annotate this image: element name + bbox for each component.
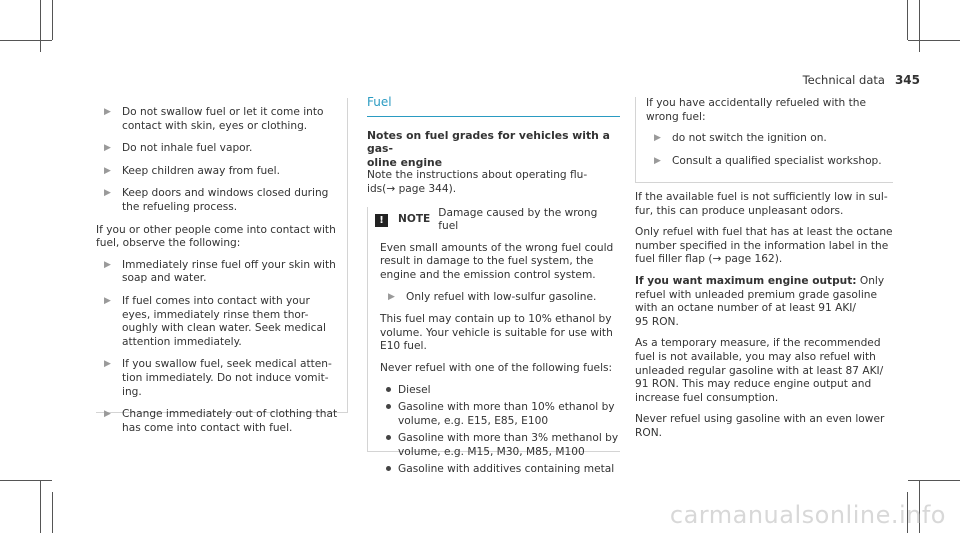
paragraph: Note the instructions about operating flu- ids(→ page 344).	[367, 169, 588, 195]
emphasis-text: If you want maximum engine output:	[635, 274, 857, 287]
play-arrow-icon: ▶	[104, 409, 111, 420]
crop-mark	[907, 0, 908, 40]
paragraph: Never refuel using gasoline with an even lower RON.	[635, 413, 885, 439]
page-number: 345	[894, 73, 920, 87]
paragraph: If you have accidentally refueled with the wrong fuel:	[646, 97, 867, 123]
paragraph: Never refuel with one of the following fuels:	[380, 361, 613, 374]
list-item: Gasoline with more than 3% methanol by volume, e.g. M15, M30, M85, M100	[380, 432, 620, 459]
section-header-title: Technical data	[802, 73, 885, 87]
crop-mark	[919, 0, 920, 52]
list-item: ▶ Immediately rinse fuel off your skin with soap and water.	[96, 259, 347, 286]
bullet-dot-icon	[380, 432, 398, 459]
fuel-section-column	[367, 95, 620, 476]
list-item: ▶ If fuel comes into contact with your eyes, immediately rinse them thor- oughly with clean water. Seek medical attention immediately.	[96, 295, 347, 349]
crop-mark	[0, 40, 52, 41]
play-arrow-icon: ▶	[104, 107, 111, 117]
crop-mark	[52, 492, 53, 533]
paragraph-text: Only refuel with unleaded premium grade gasoline with an octane number of at least 91 AKI/ 95 RON.	[635, 274, 885, 328]
page-header	[803, 73, 920, 87]
section-title: Fuel	[367, 96, 620, 117]
list-item: ▶ Do not inhale fuel vapor.	[96, 142, 347, 156]
crop-mark	[908, 480, 960, 481]
crop-mark	[52, 0, 53, 40]
note-header	[368, 207, 620, 234]
paragraph: If you or other people come into contact with fuel, observe the following:	[96, 223, 336, 250]
list-item: Diesel	[380, 384, 620, 398]
crop-mark	[40, 0, 41, 52]
play-arrow-icon: ▶	[388, 291, 395, 302]
exclamation-icon: !	[375, 214, 388, 227]
play-arrow-icon: ▶	[654, 133, 661, 144]
play-arrow-icon: ▶	[104, 143, 111, 154]
paragraph: Even small amounts of the wrong fuel could result in damage to the fuel system, the engine and the emission control system.	[380, 241, 614, 281]
crop-mark	[908, 40, 960, 41]
note-box	[635, 97, 893, 183]
list-item: Gasoline with additives containing metal	[380, 463, 620, 477]
note-title: Damage caused by the wrong fuel	[438, 206, 598, 233]
bullet-dot-icon	[380, 401, 398, 428]
note-label: NOTE	[397, 213, 431, 226]
list-item: ▶ Change immediately out of clothing that has come into contact with fuel.	[96, 408, 347, 435]
note-box	[367, 206, 620, 476]
play-arrow-icon: ▶	[104, 295, 111, 306]
paragraph: As a temporary measure, if the recommended fuel is not available, you may also refuel with unleaded regular gasoline with at least 87 AKI/ 91 RON. This may reduce engine output and increase fuel consumption.	[635, 337, 884, 404]
paragraph: Only refuel with fuel that has at least the octane number specified in the information label in the fuel filler flap (→ page 162).	[635, 226, 893, 266]
list-item: ▶ do not switch the ignition on.	[646, 132, 893, 146]
list-item: ▶ Consult a qualified specialist workshop.	[646, 155, 893, 169]
paragraph	[635, 275, 893, 329]
list-item: ▶ Only refuel with low-sulfur gasoline.	[380, 291, 620, 305]
list-item: ▶ Keep children away from fuel.	[96, 165, 347, 179]
play-arrow-icon: ▶	[104, 259, 111, 270]
list-item: Gasoline with more than 10% ethanol by volume, e.g. E15, E85, E100	[380, 401, 620, 428]
bullet-dot-icon	[380, 384, 398, 398]
play-arrow-icon: ▶	[104, 165, 111, 176]
subsection-heading: Notes on fuel grades for vehicles with a gas- oline engine	[367, 128, 610, 169]
play-arrow-icon: ▶	[104, 188, 111, 199]
paragraph: If the available fuel is not sufficiently low in sul- fur, this can produce unpleasant odors.	[635, 191, 888, 217]
warning-instructions-column	[96, 98, 348, 434]
list-item: ▶ Do not swallow fuel or let it come into contact with skin, eyes or clothing.	[96, 106, 347, 133]
list-item: ▶ If you swallow fuel, seek medical atten- tion immediately. Do not induce vomit- ing.	[96, 358, 347, 399]
play-arrow-icon: ▶	[654, 155, 661, 166]
crop-mark	[40, 480, 41, 533]
play-arrow-icon: ▶	[104, 359, 111, 370]
bullet-dot-icon	[380, 463, 398, 477]
crop-mark	[0, 480, 52, 481]
paragraph: This fuel may contain up to 10% ethanol by volume. Your vehicle is suitable for use with E10 fuel.	[380, 313, 613, 353]
list-item: ▶ Keep doors and windows closed during the refueling process.	[96, 187, 347, 214]
watermark: carmanualsonline.info	[669, 501, 946, 529]
octane-info-column	[635, 97, 893, 449]
